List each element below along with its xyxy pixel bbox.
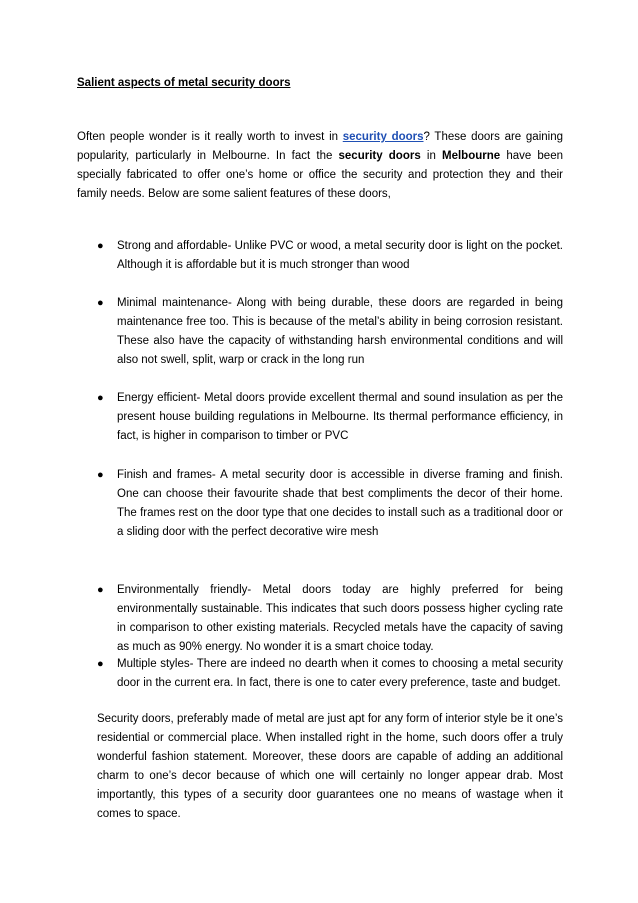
- intro-text-3: in: [420, 150, 443, 162]
- intro-text-1: Often people wonder is it really worth to invest in: [77, 131, 343, 143]
- list-item-text: Strong and affordable- Unlike PVC or wood, a metal security door is light on the pocket. Although it is affordable but it is much stronger than wood: [117, 240, 563, 271]
- intro-bold-melbourne: Melbourne: [442, 150, 501, 162]
- list-item-text: Environmentally friendly- Metal doors today are highly preferred for being environmentally sustainable. This indicates that such doors possess higher cycling rate in comparison to other existing materials. Recycled metals have the capacity of saving as much as 90% energy. No wonder it is a smart choice today.: [117, 584, 563, 653]
- closing-paragraph: Security doors, preferably made of metal are just apt for any form of interior style be it one’s residential or commercial place. When installed right in the home, such doors offer a truly wonderful fashion statement. Moreover, these doors are capable of adding an additional charm to one’s decor because of which one will certainly no longer appear drab. Most importantly, this types of a security door guarantees one no means of wastage when it comes to space.: [97, 713, 563, 820]
- bullet-icon: ●: [97, 297, 104, 309]
- intro-bold-security-doors: security doors: [338, 150, 421, 162]
- list-item-text: Finish and frames- A metal security door is accessible in diverse framing and finish. One can choose their favourite shade that best compliments the decor of their home. The frames rest on the door type that one decides to install such as a traditional door or a sliding door with the perfect decorative wire mesh: [117, 469, 563, 538]
- intro-paragraph: [77, 128, 563, 204]
- list-item-text: Energy efficient- Metal doors provide excellent thermal and sound insulation as per the present house building regulations in Melbourne. Its thermal performance efficiency, in fact, is higher in comparison to timber or PVC: [117, 392, 563, 442]
- bullet-icon: ●: [97, 469, 104, 481]
- document-title: Salient aspects of metal security doors: [77, 77, 291, 89]
- bullet-icon: ●: [97, 392, 104, 404]
- list-item-text: Minimal maintenance- Along with being durable, these doors are regarded in being maintenance free too. This is because of the metal’s ability in being corrosion resistant. These also have the capacity of withstanding harsh environmental conditions and will also not swell, split, warp or crack in the long run: [117, 297, 563, 366]
- bullet-icon: ●: [97, 240, 104, 252]
- intro-text-4: have been specially fabricated to offer one’s home or office the security and protection they and their family needs. Below are some salient features of these doors,: [77, 150, 563, 200]
- security-doors-link[interactable]: security doors: [342, 131, 424, 143]
- list-item-text: Multiple styles- There are indeed no dearth when it comes to choosing a metal security door in the current era. In fact, there is one to cater every preference, taste and budget.: [117, 658, 563, 689]
- bullet-icon: ●: [97, 584, 104, 596]
- bullet-icon: ●: [97, 658, 104, 670]
- intro-text-2: ? These doors are gaining popularity, particularly in Melbourne. In fact the: [77, 131, 563, 162]
